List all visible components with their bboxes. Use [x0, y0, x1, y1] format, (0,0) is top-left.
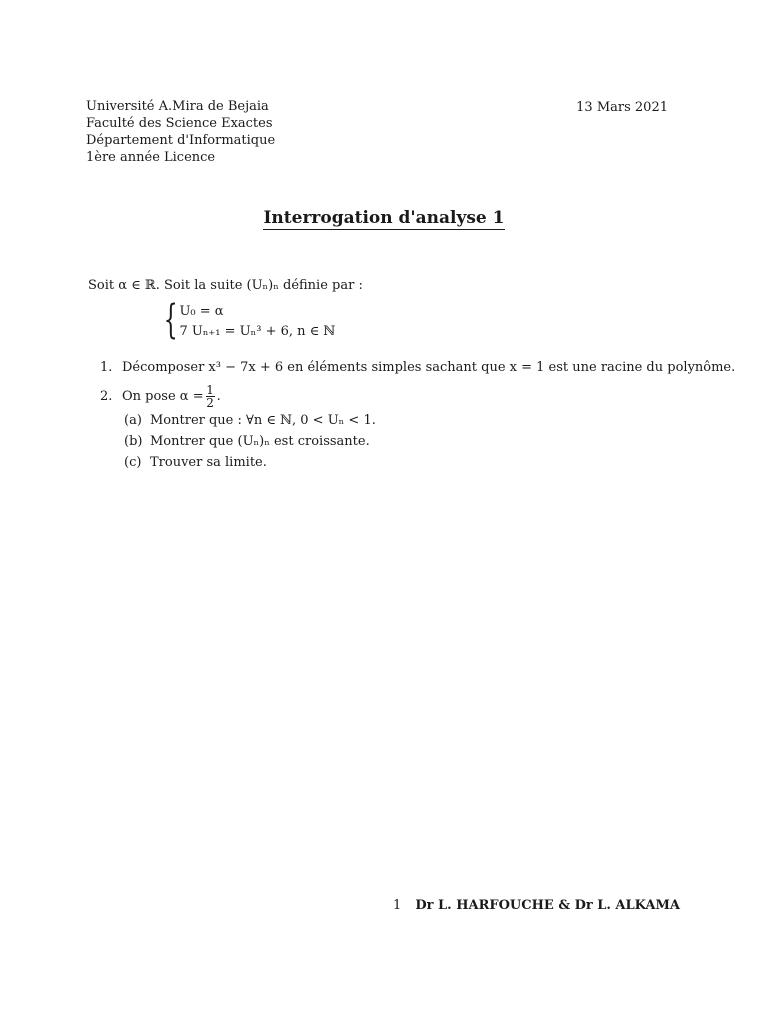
question-2: [100, 382, 735, 410]
year-line: 1ère année Licence: [86, 150, 216, 165]
department-line: Département d'Informatique: [86, 133, 276, 148]
question-end: .: [216, 388, 221, 404]
system-line-initial: U₀ = α: [179, 304, 224, 319]
fraction-denominator: 2: [206, 395, 214, 410]
faculty-line: Faculté des Science Exactes: [86, 116, 273, 131]
page-number: 1: [392, 898, 402, 913]
exam-date: 13 Mars 2021: [576, 100, 668, 115]
fraction-numerator: 1: [206, 382, 214, 397]
sub-question-label: (a): [124, 413, 142, 428]
authors: Dr L. HARFOUCHE & Dr L. ALKAMA: [415, 898, 680, 913]
sub-question-b: [124, 431, 735, 452]
sub-question-text: Montrer que : ∀n ∈ ℕ, 0 < Uₙ < 1.: [150, 413, 376, 428]
question-text: On pose α =: [122, 388, 204, 404]
sub-question-text: Montrer que (Uₙ)ₙ est croissante.: [150, 434, 370, 449]
sub-question-a: [124, 410, 735, 431]
sub-question-text: Trouver sa limite.: [150, 455, 267, 470]
system-lines: [179, 302, 335, 342]
sequence-definition: [158, 297, 336, 343]
left-brace-icon: {: [163, 297, 178, 343]
question-number: 2.: [100, 388, 113, 404]
system-line-recurrence: 7 Uₙ₊₁ = Uₙ³ + 6, n ∈ ℕ: [179, 324, 336, 339]
sub-question-label: (b): [124, 434, 143, 449]
question-list: [100, 360, 735, 473]
question-number: 1.: [100, 360, 113, 375]
question-1: [100, 360, 735, 382]
institution-header: [86, 98, 275, 166]
page-title: [0, 208, 768, 228]
sub-question-c: [124, 452, 735, 473]
sub-question-label: (c): [124, 455, 142, 470]
sub-question-list: [124, 410, 735, 473]
intro-statement: Soit α ∈ ℝ. Soit la suite (Uₙ)ₙ définie par :: [88, 278, 363, 293]
page-footer: [393, 898, 680, 913]
fraction: [206, 384, 215, 409]
university-line: Université A.Mira de Bejaia: [86, 99, 269, 114]
question-text: Décomposer x³ − 7x + 6 en éléments simples sachant que x = 1 est une racine du polynôme.: [122, 360, 736, 375]
page-title-text: Interrogation d'analyse 1: [263, 208, 505, 228]
